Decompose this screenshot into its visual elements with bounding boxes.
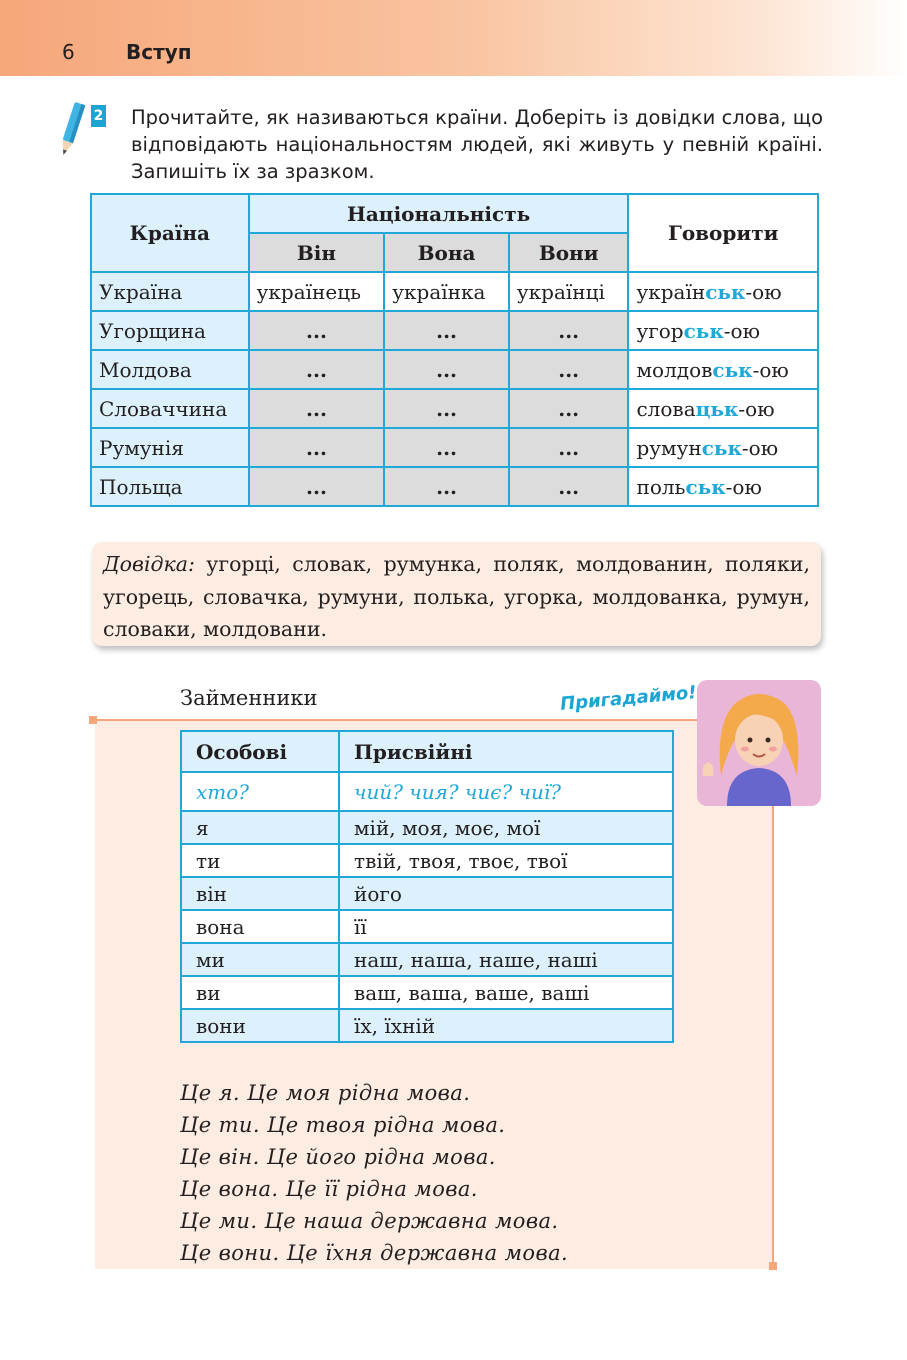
speaks-suffix: ськ	[705, 279, 746, 304]
table-row	[181, 976, 673, 1009]
question-personal: хто?	[181, 772, 339, 811]
task-instructions: Прочитайте, як називаються країни. Доберіть із довідки слова, що відповідають національностям людей, які живуть у певній країні. Запишіть їх за зразком.	[131, 106, 823, 183]
they-cell: ...	[509, 389, 629, 428]
he-cell: ...	[249, 467, 385, 506]
speaks-ending: -ою	[752, 357, 789, 382]
speaks-stem: слова	[636, 396, 696, 421]
header-personal: Особові	[181, 731, 339, 772]
speaks-suffix: цьк	[695, 396, 739, 421]
they-cell: ...	[509, 428, 629, 467]
possessive-cell: мій, моя, моє, мої	[339, 811, 673, 844]
possessive-cell: твій, твоя, твоє, твої	[339, 844, 673, 877]
poem-line: Це вони. Це їхня державна мова.	[180, 1241, 569, 1265]
speaks-cell	[628, 428, 818, 467]
reference-words: угорці, словак, румунка, поляк, молдованин, поляки, угорець, словачка, румуни, полька, угорка, молдованка, румун, словаки, молдовани.	[103, 552, 810, 641]
speaks-ending: -ою	[741, 435, 779, 460]
pronouns-table	[180, 730, 674, 1043]
poem-line: Це вона. Це її рідна мова.	[180, 1177, 478, 1201]
speaks-ending: -ою	[725, 474, 762, 499]
he-cell: українець	[249, 272, 385, 311]
speaks-ending: -ою	[723, 318, 760, 343]
girl-avatar-icon	[697, 680, 821, 806]
speaks-stem: румун	[636, 435, 702, 460]
pronouns-title: Займенники	[180, 686, 318, 710]
page-header	[0, 0, 907, 76]
corner-marker	[769, 1262, 777, 1270]
he-cell: ...	[249, 350, 385, 389]
header-nationality: Національність	[249, 194, 629, 233]
she-cell: ...	[384, 311, 509, 350]
pencil-icon	[56, 100, 86, 160]
speaks-suffix: ськ	[712, 357, 753, 382]
table-row	[181, 844, 673, 877]
they-cell: ...	[509, 311, 629, 350]
nationality-table	[90, 193, 819, 507]
remember-badge: Пригадаймо!	[559, 682, 698, 715]
speaks-cell	[628, 467, 818, 506]
poem-line: Це він. Це його рідна мова.	[180, 1145, 496, 1169]
he-cell: ...	[249, 428, 385, 467]
header-she: Вона	[384, 233, 509, 272]
page-number: 6	[62, 40, 75, 64]
poem	[180, 1077, 568, 1269]
personal-cell: ти	[181, 844, 339, 877]
speaks-ending: -ою	[738, 396, 775, 421]
table-row	[181, 877, 673, 910]
he-cell: ...	[249, 311, 385, 350]
question-possessive: чий? чия? чиє? чиї?	[339, 772, 673, 811]
corner-marker	[89, 716, 97, 724]
speaks-cell	[628, 350, 818, 389]
possessive-cell: її	[339, 910, 673, 943]
speaks-ending: -ою	[745, 279, 782, 304]
she-cell: ...	[384, 350, 509, 389]
she-cell: ...	[384, 389, 509, 428]
speaks-cell	[628, 272, 818, 311]
personal-cell: він	[181, 877, 339, 910]
country-cell: Словаччина	[91, 389, 249, 428]
poem-line: Це ти. Це твоя рідна мова.	[180, 1113, 506, 1137]
header-possessive: Присвійні	[339, 731, 673, 772]
she-cell: українка	[384, 272, 509, 311]
speaks-suffix: ськ	[683, 318, 724, 343]
speaks-stem: поль	[636, 474, 686, 499]
task-number: 2	[91, 105, 106, 127]
they-cell: українці	[509, 272, 629, 311]
speaks-stem: україн	[636, 279, 706, 304]
table-row	[91, 428, 818, 467]
speaks-suffix: ськ	[701, 435, 742, 460]
poem-line: Це ми. Це наша державна мова.	[180, 1209, 559, 1233]
personal-cell: вона	[181, 910, 339, 943]
personal-cell: вони	[181, 1009, 339, 1042]
they-cell: ...	[509, 350, 629, 389]
reference-box	[92, 542, 821, 646]
personal-cell: ми	[181, 943, 339, 976]
speaks-suffix: ськ	[685, 474, 726, 499]
they-cell: ...	[509, 467, 629, 506]
possessive-cell: ваш, ваша, ваше, ваші	[339, 976, 673, 1009]
table-row	[181, 943, 673, 976]
table-row	[181, 1009, 673, 1042]
table-row	[91, 311, 818, 350]
table-row	[91, 350, 818, 389]
poem-line: Це я. Це моя рідна мова.	[180, 1081, 471, 1105]
divider	[92, 719, 773, 721]
reference-label: Довідка:	[103, 552, 195, 576]
he-cell: ...	[249, 389, 385, 428]
header-country: Країна	[91, 194, 249, 272]
country-cell: Румунія	[91, 428, 249, 467]
header-speaks: Говорити	[628, 194, 818, 272]
country-cell: Угорщина	[91, 311, 249, 350]
section-title: Вступ	[126, 40, 192, 64]
country-cell: Польща	[91, 467, 249, 506]
country-cell: Україна	[91, 272, 249, 311]
possessive-cell: їх, їхній	[339, 1009, 673, 1042]
speaks-cell	[628, 389, 818, 428]
possessive-cell: його	[339, 877, 673, 910]
personal-cell: ви	[181, 976, 339, 1009]
header-he: Він	[249, 233, 385, 272]
table-row	[181, 910, 673, 943]
speaks-cell	[628, 311, 818, 350]
she-cell: ...	[384, 428, 509, 467]
speaks-stem: молдов	[636, 357, 713, 382]
possessive-cell: наш, наша, наше, наші	[339, 943, 673, 976]
table-row	[181, 811, 673, 844]
speaks-stem: угор	[636, 318, 684, 343]
table-row	[91, 389, 818, 428]
table-row	[91, 272, 818, 311]
country-cell: Молдова	[91, 350, 249, 389]
table-row	[91, 467, 818, 506]
she-cell: ...	[384, 467, 509, 506]
header-they: Вони	[509, 233, 629, 272]
personal-cell: я	[181, 811, 339, 844]
